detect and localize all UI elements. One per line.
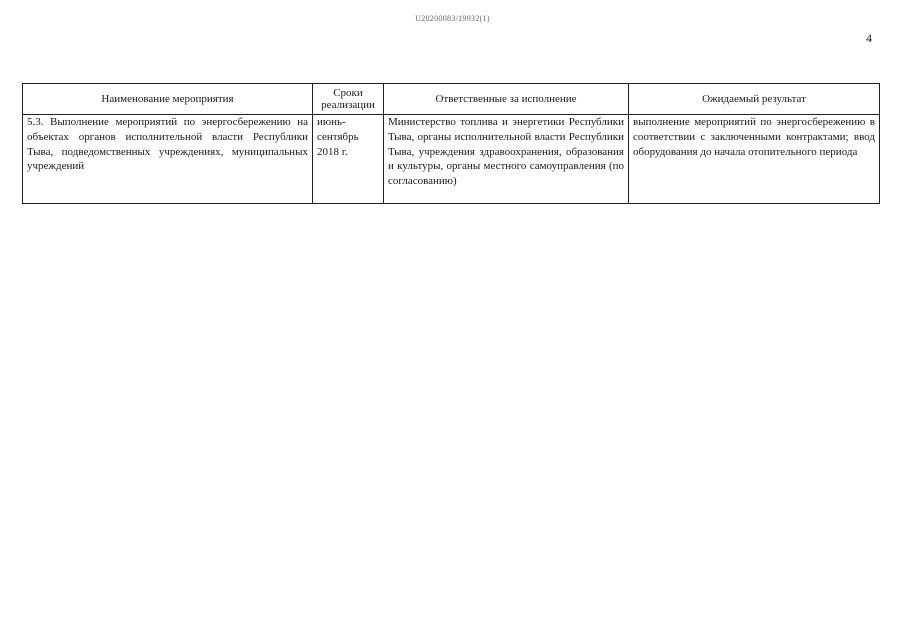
measure-name-cell: 5.3. Выполнение мероприятий по энергосбережению на объектах органов исполнительной власти Республики Тыва, подведомственных учреждениях, муниципальных учреждений (23, 115, 313, 204)
column-header-responsible: Ответственные за исполнение (384, 84, 629, 115)
column-header-name: Наименование мероприятия (23, 84, 313, 115)
page-number: 4 (866, 31, 872, 45)
column-header-result: Ожидаемый результат (629, 84, 880, 115)
table-row (23, 115, 880, 204)
responsible-cell: Министерство топлива и энергетики Республики Тыва, органы исполнительной власти Республики Тыва, учреждения здравоохранения, образования и культуры, органы местного самоуправления (по согласованию) (384, 115, 629, 204)
measures-table (22, 83, 880, 204)
column-header-term: Сроки реализации (313, 84, 384, 115)
term-cell: июнь-сентябрь 2018 г. (313, 115, 384, 204)
result-cell: выполнение мероприятий по энергосбережению в соответствии с заключенными контрактами; ввод оборудования до начала отопительного периода (629, 115, 880, 204)
document-code: U20200083/19932(1) (415, 14, 490, 23)
table-header-row (23, 84, 880, 115)
